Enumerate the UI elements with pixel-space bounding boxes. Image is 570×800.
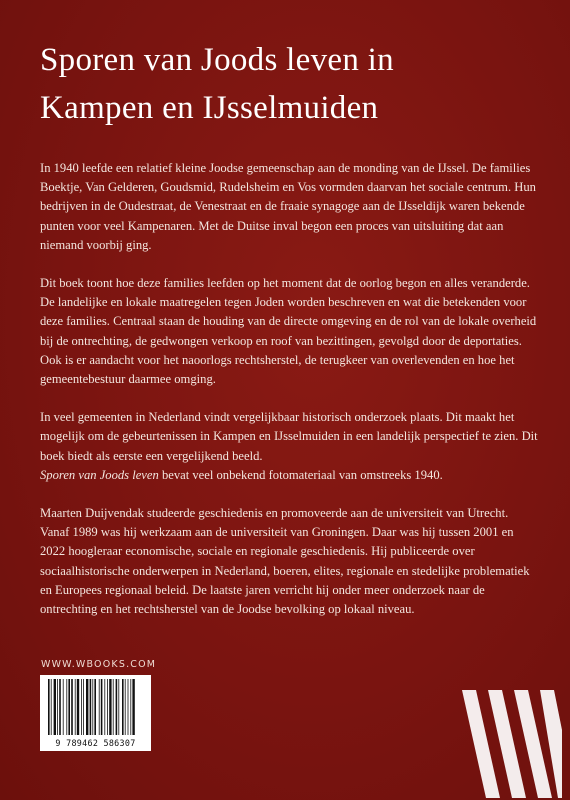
publisher-website: WWW.WBOOKS.COM [41, 659, 157, 670]
barcode-bars [44, 679, 147, 735]
blurb-paragraph-3 [40, 408, 540, 485]
title-line-1: Sporen van Joods leven in [40, 42, 394, 78]
blurb-paragraph-2: Dit boek toont hoe deze families leefden op het moment dat de oorlog begon en alles veranderde. De landelijke en lokale maatregelen tegen Joden worden beschreven en wat die betekenden voor deze families. Centraal staan de houding van de directe omgeving en de rol van de lokale overheid bij de ontrechting, de gedwongen verkoop en roof van bezittingen, gevolgd door de deportaties. Ook is er aandacht voor het naoorlogs rechtsherstel, de terugkeer van overlevenden en hoe het gemeentebestuur daarmee omging. [40, 276, 537, 387]
isbn-number: 9 789462 586307 [55, 738, 136, 748]
barcode [40, 675, 151, 751]
author-bio: Maarten Duijvendak studeerde geschiedenis en promoveerde aan de universiteit van Utrecht. Vanaf 1989 was hij werkzaam aan de universiteit van Groningen. Daar was hij tussen 2001 en 2022 hoogleraar economische, sociale en regionale geschiedenis. Hij publiceerde over sociaalhistorische onderwerpen in Nederland, boeren, elites, regionale en stedelijke problematiek en Europees regionaal beleid. De laatste jaren verricht hij onder meer onderzoek naar de ontrechting en het rechtsherstel van de Joodse bevolking op lokaal niveau. [40, 506, 530, 617]
book-title [40, 36, 540, 132]
title-line-2: Kampen en IJsselmuiden [40, 90, 379, 126]
book-title-italic: Sporen van Joods leven [40, 467, 159, 482]
wbooks-w-logo-icon [462, 690, 562, 798]
blurb [40, 159, 540, 638]
blurb-paragraph-1: In 1940 leefde een relatief kleine Joodse gemeenschap aan de monding van de IJssel. De families Boektje, Van Gelderen, Goudsmid, Rudelsheim en Vos vormden daarvan het sociale centrum. Hun bedrijven in de Oudestraat, de Venestraat en de fraaie synagoge aan de IJsseldijk waren bekende punten voor veel Kampenaren. Met de Duitse inval begon een proces van uitsluiting dat aan niemand voorbij ging. [40, 161, 536, 252]
paragraph-3-rest: bevat veel onbekend fotomateriaal van omstreeks 1940. [158, 467, 443, 482]
paragraph-3-text: In veel gemeenten in Nederland vindt vergelijkbaar historisch onderzoek plaats. Dit maakt het mogelijk om de gebeurtenissen in Kampen en IJsselmuiden in een landelijk perspectief te zien. Dit boek biedt als eerste een vergelijkend beeld. [40, 410, 538, 463]
